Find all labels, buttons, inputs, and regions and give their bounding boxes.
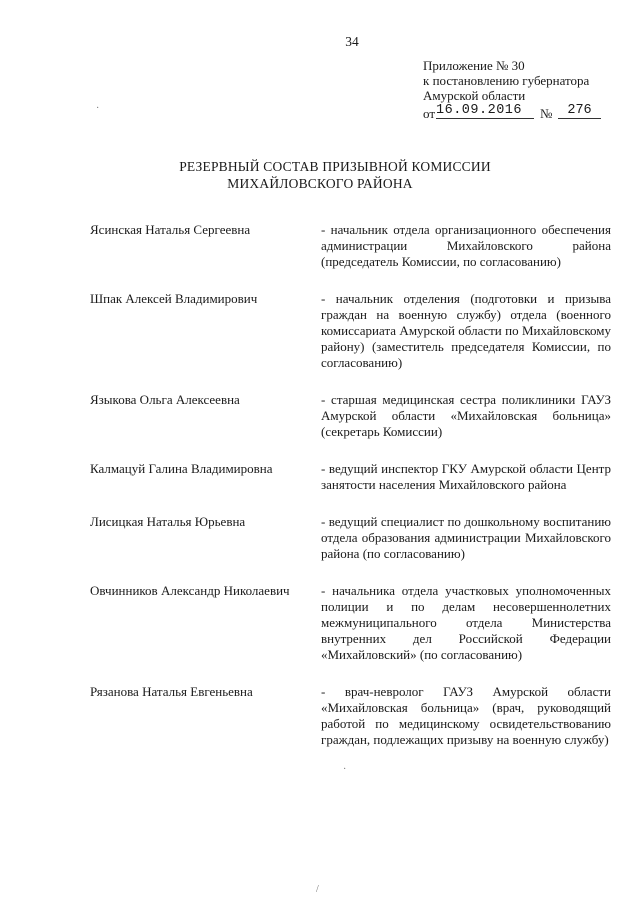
annex-region-line: Амурской области bbox=[423, 88, 526, 103]
number-prefix: № bbox=[540, 106, 553, 121]
title-line-2: МИХАЙЛОВСКОГО РАЙОНА bbox=[227, 176, 413, 191]
member-role: - начальник отделения (подготовки и призыва граждан на военную службу) отдела (военного комиссариата Амурской области по Михайловскому району) (заместитель председателя Комиссии, по согласованию) bbox=[321, 291, 611, 370]
annex-title: Приложение № 30 bbox=[423, 58, 525, 73]
scan-speck: · bbox=[343, 764, 347, 775]
page-number: 34 bbox=[345, 34, 359, 49]
member-role: - ведущий специалист по дошкольному воспитанию отдела образования администрации Михайловского района (по согласованию) bbox=[321, 514, 611, 561]
scan-speck: / bbox=[316, 884, 319, 895]
document-title bbox=[0, 158, 640, 192]
member-name: Языкова Ольга Алексеевна bbox=[90, 392, 240, 407]
member-name: Ясинская Наталья Сергеевна bbox=[90, 222, 251, 237]
member-row bbox=[90, 461, 620, 493]
date-prefix: от bbox=[423, 106, 436, 121]
decree-number: 276 bbox=[558, 103, 601, 119]
member-name: Лисицкая Наталья Юрьевна bbox=[90, 514, 246, 529]
member-name: Калмацуй Галина Владимировна bbox=[90, 461, 273, 476]
annex-block bbox=[423, 58, 613, 121]
member-row bbox=[90, 684, 620, 748]
member-role: - врач-невролог ГАУЗ Амурской области «Михайловская больница» (врач, руководящий работой по медицинскому освидетельствованию граждан, подлежащих призыву на военную службу) bbox=[321, 684, 611, 747]
annex-decree-line: к постановлению губернатора bbox=[423, 73, 590, 88]
scan-speck: · bbox=[96, 103, 100, 114]
member-role: - старшая медицинская сестра поликлиники ГАУЗ Амурской области «Михайловская больница» (секретарь Комиссии) bbox=[321, 392, 611, 439]
member-role: - начальника отдела участковых уполномоченных полиции и по делам несовершеннолетних межмуниципального отдела Министерства внутренних дел Российской Федерации «Михайловский» (по согласованию) bbox=[321, 583, 611, 662]
member-row bbox=[90, 514, 620, 562]
member-name: Рязанова Наталья Евгеньевна bbox=[90, 684, 253, 699]
member-role: - начальник отдела организационного обеспечения администрации Михайловского района (председатель Комиссии, по согласованию) bbox=[321, 222, 611, 269]
annex-date-line bbox=[423, 103, 613, 121]
title-line-1: РЕЗЕРВНЫЙ СОСТАВ ПРИЗЫВНОЙ КОМИССИИ bbox=[179, 159, 491, 174]
member-row bbox=[90, 291, 620, 371]
decree-date: 16.09.2016 bbox=[436, 103, 534, 119]
member-row bbox=[90, 222, 620, 270]
member-role: - ведущий инспектор ГКУ Амурской области Центр занятости населения Михайловского района bbox=[321, 461, 611, 492]
member-row bbox=[90, 392, 620, 440]
member-name: Шпак Алексей Владимирович bbox=[90, 291, 258, 306]
member-row bbox=[90, 583, 620, 663]
members-list bbox=[90, 222, 620, 769]
member-name: Овчинников Александр Николаевич bbox=[90, 583, 290, 598]
